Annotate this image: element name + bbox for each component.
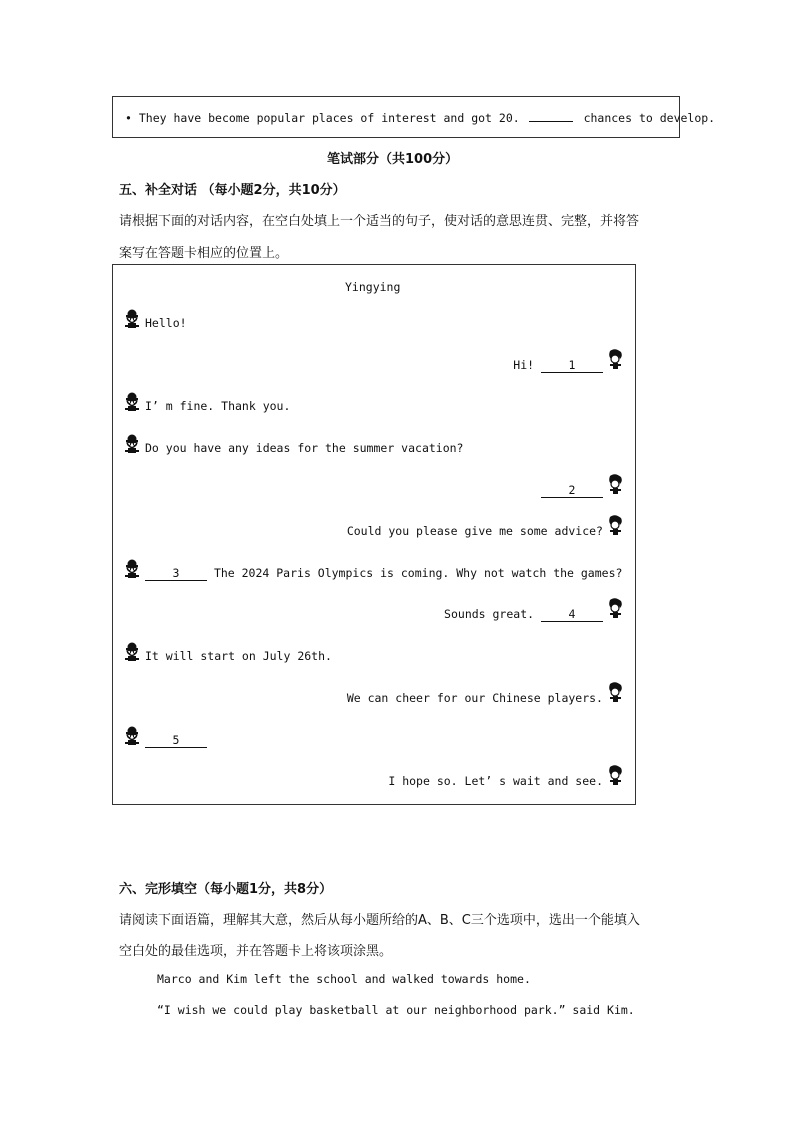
- speaker-b-icon: [605, 473, 625, 495]
- dialog-text: Hello!: [145, 316, 187, 330]
- dialog-line: [145, 399, 290, 413]
- dialog-line: [444, 607, 603, 622]
- speaker-a-icon: [122, 433, 142, 455]
- answer-blank[interactable]: 3: [145, 567, 207, 581]
- speaker-a-icon: [122, 641, 142, 663]
- speaker-a-icon: [122, 725, 142, 747]
- dialog-text: Hi!: [513, 358, 535, 372]
- dialog-text: I’ m fine. Thank you.: [145, 399, 291, 413]
- answer-blank[interactable]: 2: [541, 484, 603, 498]
- previous-question-box: [112, 96, 716, 138]
- answer-blank[interactable]: 5: [145, 734, 207, 748]
- written-part-title: 笔试部分（共100分）: [327, 152, 459, 167]
- dialog-line: [513, 358, 603, 373]
- previous-question-line: [125, 111, 715, 125]
- answer-blank[interactable]: 4: [541, 608, 603, 622]
- dialog-line: [145, 733, 207, 748]
- dialog-line: [145, 441, 464, 455]
- speaker-b-icon: [605, 681, 625, 703]
- dialog-title: Yingying: [345, 280, 401, 294]
- dialog-text: We can cheer for our Chinese players.: [346, 691, 603, 705]
- speaker-b-icon: [605, 348, 625, 370]
- speaker-a-icon: [122, 391, 142, 413]
- section-5-heading: 五、补全对话 （每小题2分，共10分）: [119, 183, 346, 198]
- speaker-a-icon: [122, 308, 142, 330]
- dialog-text: I hope so. Let’ s wait and see.: [388, 774, 603, 788]
- dialog-line: [347, 691, 603, 705]
- speaker-b-icon: [605, 764, 625, 786]
- sentence-end: chances to develop.: [583, 111, 716, 125]
- dialog-line: [347, 524, 603, 538]
- dialog-text: The 2024 Paris Olympics is coming. Why not watch the games?: [213, 566, 623, 580]
- dialog-line: [145, 566, 622, 581]
- answer-blank[interactable]: 1: [541, 359, 603, 373]
- speaker-b-icon: [605, 514, 625, 536]
- section-5-instruction-2: 案写在答题卡相应的位置上。: [119, 246, 289, 261]
- dialog-line: [145, 649, 332, 663]
- dialog-text: Sounds great.: [444, 607, 535, 621]
- speaker-a-icon: [122, 558, 142, 580]
- dialog-line: [388, 774, 603, 788]
- section-5-instruction-1: 请根据下面的对话内容，在空白处填上一个适当的句子，使对话的意思连贯、完整，并将答: [119, 214, 640, 229]
- speaker-b-icon: [605, 597, 625, 619]
- section-6-instruction-2: 空白处的最佳选项，并在答题卡上将该项涂黑。: [119, 944, 393, 959]
- dialog-text: Could you please give me some advice?: [346, 524, 603, 538]
- passage-paragraph-1: Marco and Kim left the school and walked towards home.: [157, 972, 531, 986]
- dialog-text: It will start on July 26th.: [145, 649, 332, 663]
- dialog-line: [145, 316, 187, 330]
- answer-blank[interactable]: [529, 111, 573, 122]
- dialog-text: Do you have any ideas for the summer vacation?: [145, 441, 464, 455]
- passage-paragraph-2: “I wish we could play basketball at our neighborhood park.” said Kim.: [157, 1003, 635, 1017]
- section-6-instruction-1: 请阅读下面语篇，理解其大意，然后从每小题所给的A、B、C三个选项中，选出一个能填入: [119, 913, 640, 928]
- dialog-line: [541, 483, 603, 498]
- section-6-heading: 六、完形填空（每小题1分，共8分）: [119, 882, 333, 897]
- bullet: •: [125, 111, 132, 125]
- sentence-start: They have become popular places of interest and got 20.: [138, 111, 520, 125]
